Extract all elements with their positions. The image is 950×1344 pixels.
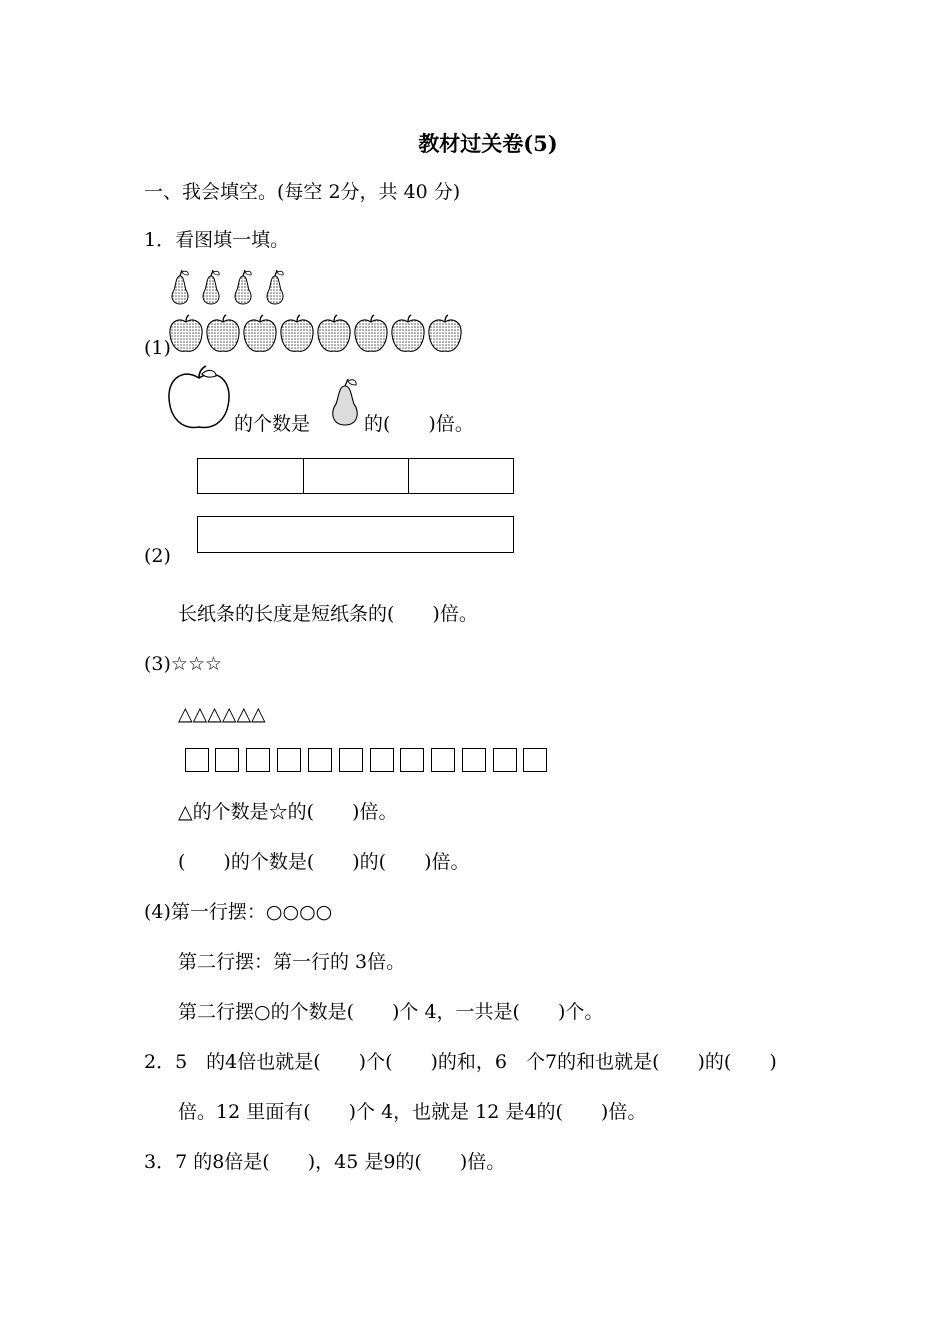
square-shape [400,748,424,772]
part-1-text-a: 的个数是 [234,413,311,435]
part-4-row-1-text: 第一行摆：○○○○ [170,901,333,923]
square-shape [431,748,455,772]
square-shape [308,748,332,772]
pear-row-icon [166,268,292,308]
square-shape [185,748,209,772]
square-shape [339,748,363,772]
question-1-label: 1．看图填一填。 [144,229,290,251]
question-2-line-2: 倍。12 里面有( )个 4，也就是 12 是4的( )倍。 [178,1101,647,1123]
square-shape [246,748,270,772]
strip-divider [408,459,409,493]
question-2-line-1: 2．5 的4倍也就是( )个( )的和，6 个7的和也就是( )的( ) [144,1051,777,1073]
square-shape [370,748,394,772]
part-3-stars-row [144,652,222,676]
strip-divider [303,459,304,493]
part-4-row-1 [144,900,332,924]
triangles: △△△△△△ [178,703,266,725]
square-shape [215,748,239,772]
stars: ☆☆☆ [170,653,223,675]
part-4-label: (4) [144,901,171,923]
question-3-line-1: 3．7 的8倍是( )，45 是9的( )倍。 [144,1151,506,1173]
part-2-label: (2) [144,545,171,567]
part-4-line-3: 第二行摆○的个数是( )个 4，一共是( )个。 [178,1001,604,1023]
square-shape [523,748,547,772]
square-shape [493,748,517,772]
page-title: 教材过关卷(5) [418,131,558,156]
pear-icon [326,376,364,428]
long-strip-bar [197,516,514,553]
part-3-line-1: △的个数是☆的( )倍。 [178,801,398,823]
short-strips-bar [197,458,514,494]
part-3-line-2: ( )的个数是( )的( )倍。 [178,851,470,873]
part-1-text-b: 的( )倍。 [364,413,474,435]
part-3-label: (3) [144,653,171,675]
section-heading: 一、我会填空。(每空 2分，共 40 分) [144,181,461,203]
square-shape [277,748,301,772]
square-shape [462,748,486,772]
part-1-label: (1) [144,337,171,359]
apple-icon [166,364,232,432]
part-4-row-2: 第二行摆：第一行的 3倍。 [178,951,406,973]
part-2-question: 长纸条的长度是短纸条的( )倍。 [178,603,478,625]
apple-row-icon [168,314,470,356]
